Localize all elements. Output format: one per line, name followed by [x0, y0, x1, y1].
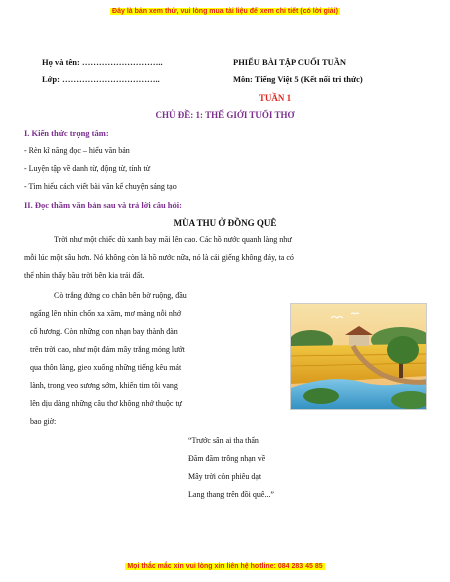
paragraph-line: lành, trong veo sương sớm, khiến tim tôi vang: [30, 381, 178, 390]
week-label: TUẦN 1: [258, 93, 292, 103]
class-field: Lớp: ……………………………..: [42, 74, 160, 84]
hotline-banner: Mọi thắc mắc xin vui lòng xin liên hệ hotline: 084 283 45 85: [127, 563, 323, 570]
list-item: - Luyện tập về danh từ, động từ, tính từ: [24, 164, 151, 173]
paragraph-line: lên dịu dàng những câu thơ không nhớ thuộc tự: [30, 399, 182, 408]
paragraph-line: Cò trắng đứng co chân bên bờ ruộng, đầu: [54, 291, 187, 300]
list-item: - Tìm hiểu cách viết bài văn kể chuyện sáng tạo: [24, 182, 177, 191]
paragraph-line: qua thôn làng, gieo xuống những tiếng kêu mát: [30, 363, 182, 372]
paragraph-line: Trời như một chiếc dù xanh bay mãi lên cao. Các hồ nước quanh làng như: [54, 235, 292, 244]
sheet-title: PHIẾU BÀI TẬP CUỐI TUẦN: [233, 57, 347, 67]
paragraph-line: cố hương. Còn những con nhạn bay thành đàn: [30, 327, 178, 336]
subject-label: Môn: Tiếng Việt 5 (Kết nối tri thức): [233, 74, 363, 84]
name-field: Họ và tên: ………………………..: [42, 57, 163, 67]
reading-title: MÙA THU Ở ĐỒNG QUÊ: [173, 218, 277, 228]
countryside-painting: [290, 303, 427, 410]
preview-banner: Đây là bản xem thử, vui lòng mua tài liệu để xem chi tiết (có lời giải): [112, 8, 338, 15]
paragraph-line: ngẩng lên nhìn chốn xa xăm, mơ màng nỗi nhớ: [30, 309, 182, 318]
poem-line: Đăm đăm trông nhạn về: [188, 454, 266, 463]
paragraph-line: bao giờ:: [30, 417, 57, 426]
paragraph-line: mỗi lúc một sâu hơn. Nó không còn là hồ nước nữa, nó là cái giếng không đáy, ta có: [24, 253, 294, 262]
paragraph-line: trên trời cao, như một đám mây trắng mỏng lướt: [30, 345, 185, 354]
poem-line: “Trước sân ai tha thẩn: [188, 436, 259, 445]
paragraph-line: thể nhìn thấy bầu trời bên kia trái đất.: [24, 271, 145, 280]
topic-title: CHỦ ĐỀ: 1: THẾ GIỚI TUỔI THƠ: [155, 110, 295, 120]
poem-line: Lang thang trên đồi quê...”: [188, 490, 274, 499]
section2-heading: II. Đọc thầm văn bản sau và trả lời câu hỏi:: [24, 200, 182, 210]
list-item: - Rèn kĩ năng đọc – hiểu văn bản: [24, 146, 130, 155]
section1-heading: I. Kiến thức trọng tâm:: [24, 128, 109, 138]
poem-line: Mây trời còn phiêu dạt: [188, 472, 262, 481]
